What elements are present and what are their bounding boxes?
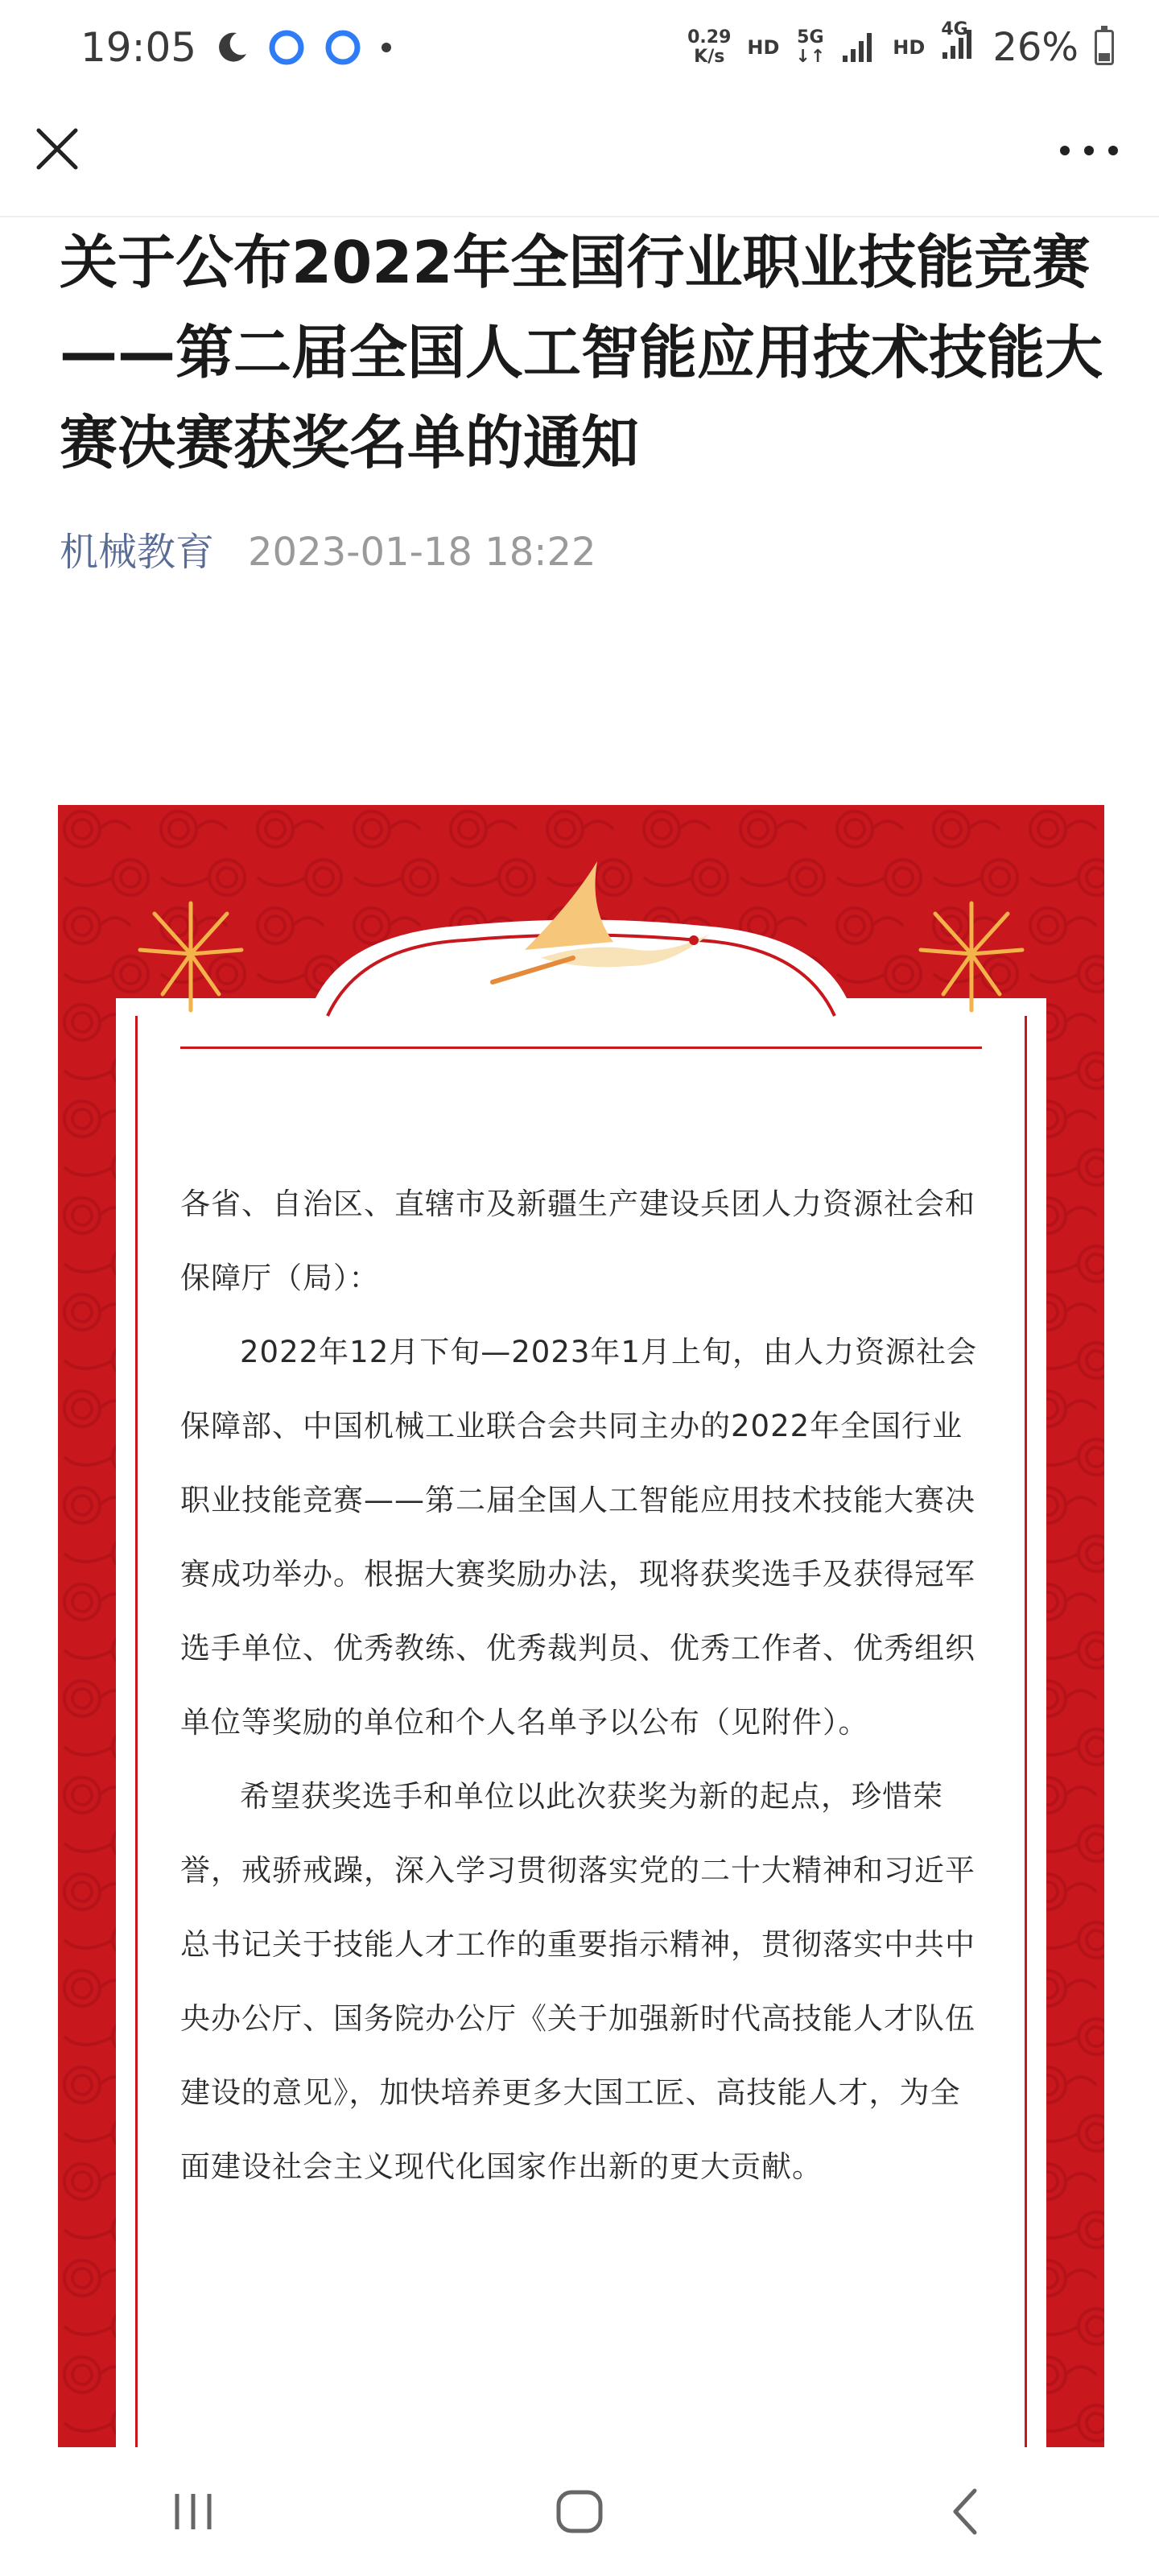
top-nav: [0, 95, 1159, 217]
notice-paragraph: 2022年12月下旬—2023年1月上旬，由人力资源社会保障部、中国机械工业联合会共同主办的2022年全国行业职业技能竞赛——第二届全国人工智能应用技术技能大赛决赛成功举办。根据大赛奖励办法，现将获奖选手及获得冠军选手单位、优秀教练、优秀裁判员、优秀工作者、优秀组织单位等奖励的单位和个人名单予以公布（见附件）。: [180, 1335, 977, 1740]
close-icon[interactable]: [27, 119, 87, 179]
firework-right-icon: [911, 894, 1032, 1014]
net-speed-unit: K/s: [694, 47, 725, 67]
app-notification-icon: [324, 28, 362, 67]
status-left: [80, 24, 393, 71]
net-type-label: 5G: [797, 27, 824, 47]
system-nav-bar: [0, 2447, 1159, 2576]
net-speed-value: 0.29: [687, 27, 732, 47]
status-time: 19:05: [80, 24, 197, 71]
article-title: 关于公布2022年全国行业职业技能竞赛——第二届全国人工智能应用技术技能大赛决赛获奖名单的通知: [60, 229, 1103, 477]
home-icon: [554, 2486, 605, 2537]
net-type: [795, 28, 825, 67]
signal-icon: [841, 31, 876, 64]
back-button[interactable]: [922, 2467, 1010, 2556]
battery-icon: [1095, 30, 1114, 65]
back-icon: [946, 2486, 986, 2537]
crane-icon: [476, 853, 718, 998]
firework-left-icon: [130, 894, 251, 1014]
net-speed: [687, 28, 731, 67]
hd-badge: HD: [747, 36, 780, 59]
notice-salutation: 各省、自治区、直辖市及新疆生产建设兵团人力资源社会和保障厅（局）：: [180, 1187, 975, 1295]
more-notifications-dot-icon: [380, 41, 393, 54]
hd-badge: HD: [893, 36, 926, 59]
lte-signal: [941, 19, 976, 70]
lte-label: 4G: [941, 19, 968, 39]
moon-icon: [214, 30, 250, 65]
notice-body: [180, 1167, 985, 2204]
data-arrows-icon: ↓↑: [795, 47, 826, 67]
notice-poster: [58, 805, 1104, 2447]
app-notification-icon: [267, 28, 306, 67]
more-icon[interactable]: [1053, 130, 1125, 171]
status-bar: [0, 0, 1159, 95]
recents-button[interactable]: [149, 2467, 237, 2556]
home-button[interactable]: [535, 2467, 624, 2556]
publish-date: 2023-01-18 18:22: [248, 530, 596, 575]
author-link[interactable]: 机械教育: [60, 530, 215, 575]
status-right: [687, 19, 1114, 70]
battery-percent: 26%: [992, 25, 1079, 70]
paper-divider: [180, 1046, 982, 1049]
article-meta: [60, 523, 596, 581]
battery-fill: [1099, 53, 1110, 61]
notice-paragraph: 希望获奖选手和单位以此次获奖为新的起点，珍惜荣誉，戒骄戒躁，深入学习贯彻落实党的二十大精神和习近平总书记关于技能人才工作的重要指示精神，贯彻落实中共中央办公厅、国务院办公厅《关于加强新时代高技能人才队伍建设的意见》，加快培养更多大国工匠、高技能人才，为全面建设社会主义现代化国家作出新的更大贡献。: [180, 1779, 975, 2184]
recents-icon: [169, 2487, 217, 2536]
